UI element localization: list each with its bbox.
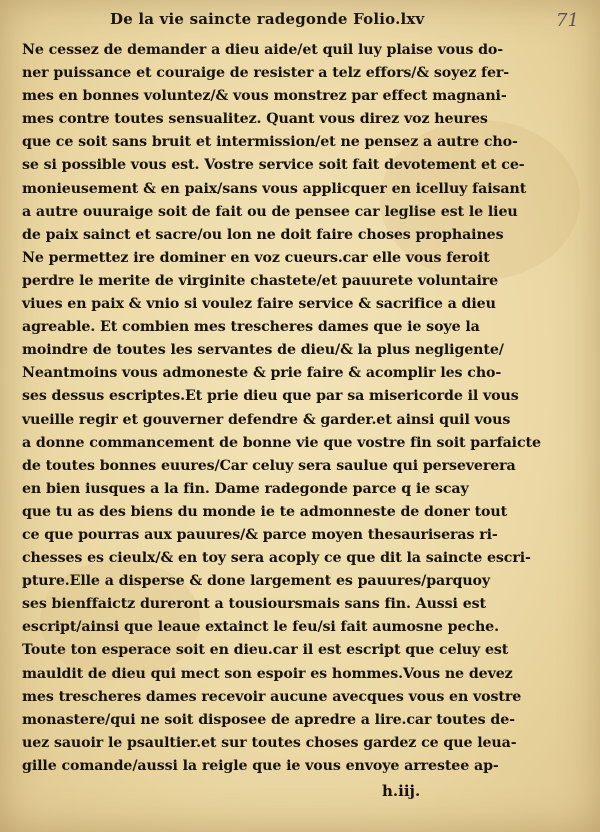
text-line: ce que pourras aux pauures/& parce moyen thesauriseras ri- [22, 525, 498, 543]
signature-mark: h.iij. [382, 782, 421, 800]
text-line: Neantmoins vous admoneste & prie faire & acomplir les cho- [22, 364, 502, 382]
text-line: de paix sainct et sacre/ou lon ne doit faire choses prophaines [22, 225, 504, 243]
text-line: Ne cessez de demander a dieu aide/et quil luy plaise vous do- [22, 41, 504, 58]
body-text [22, 38, 582, 777]
text-line: mauldit de dieu qui mect son espoir es hommes.Vous ne devez [22, 664, 513, 682]
text-line: pture.Elle a disperse & done largement es pauures/parquoy [22, 572, 491, 590]
text-line: ses bienffaictz dureront a tousioursmais sans fin. Aussi est [22, 595, 486, 613]
text-line: Toute ton esperace soit en dieu.car il est escript que celuy est [22, 641, 509, 659]
text-line: a autre ouuraige soit de fait ou de pensee car leglise est le lieu [22, 202, 518, 220]
text-line: se si possible vous est. Vostre service soit fait devotement et ce- [22, 156, 525, 174]
text-line: perdre le merite de virginite chastete/et pauurete voluntaire [22, 271, 499, 289]
text-line: ses dessus escriptes.Et prie dieu que par sa misericorde il vous [22, 387, 519, 405]
text-line: chesses es cieulx/& en toy sera acoply ce que dit la saincte escri- [22, 549, 531, 567]
text-line: ner puissance et couraige de resister a telz effors/& soyez fer- [22, 64, 510, 82]
text-line: monastere/qui ne soit disposee de apredre a lire.car toutes de- [22, 710, 515, 728]
text-line: en bien iusques a la fin. Dame radegonde parce q ie scay [22, 479, 469, 497]
text-line: monieusement & en paix/sans vous applicquer en icelluy faisant [22, 179, 527, 197]
text-line: que tu as des biens du monde ie te admonneste de doner tout [22, 502, 508, 520]
text-line: mes trescheres dames recevoir aucune avecques vous en vostre [22, 687, 522, 705]
text-line: de toutes bonnes euures/Car celuy sera saulue qui perseverera [22, 456, 516, 474]
text-line: vueille regir et gouverner defendre & garder.et ainsi quil vous [22, 410, 511, 428]
text-line: gille comande/aussi la reigle que ie vous envoye arrestee ap- [22, 756, 499, 774]
text-line: escript/ainsi que leaue extainct le feu/si fait aumosne peche. [22, 618, 499, 636]
text-line: viues en paix & vnio si voulez faire service & sacrifice a dieu [22, 295, 496, 313]
text-line: agreable. Et combien mes trescheres dames que ie soye la [22, 318, 480, 336]
text-line: a donne commancement de bonne vie que vostre fin soit parfaicte [22, 433, 541, 451]
text-line: mes en bonnes voluntez/& vous monstrez par effect magnani- [22, 87, 507, 105]
text-line: uez sauoir le psaultier.et sur toutes choses gardez ce que leua- [22, 733, 517, 751]
text-line: moindre de toutes les servantes de dieu/& la plus negligente/ [22, 341, 504, 359]
running-header: De la vie saincte radegonde Folio.lxv [110, 10, 425, 28]
text-line: mes contre toutes sensualitez. Quant vous direz voz heures [22, 110, 488, 128]
text-line: Ne permettez ire dominer en voz cueurs.car elle vous feroit [22, 248, 490, 266]
text-line: que ce soit sans bruit et intermission/et ne pensez a autre cho- [22, 133, 518, 151]
folio-number: 71 [556, 10, 579, 31]
